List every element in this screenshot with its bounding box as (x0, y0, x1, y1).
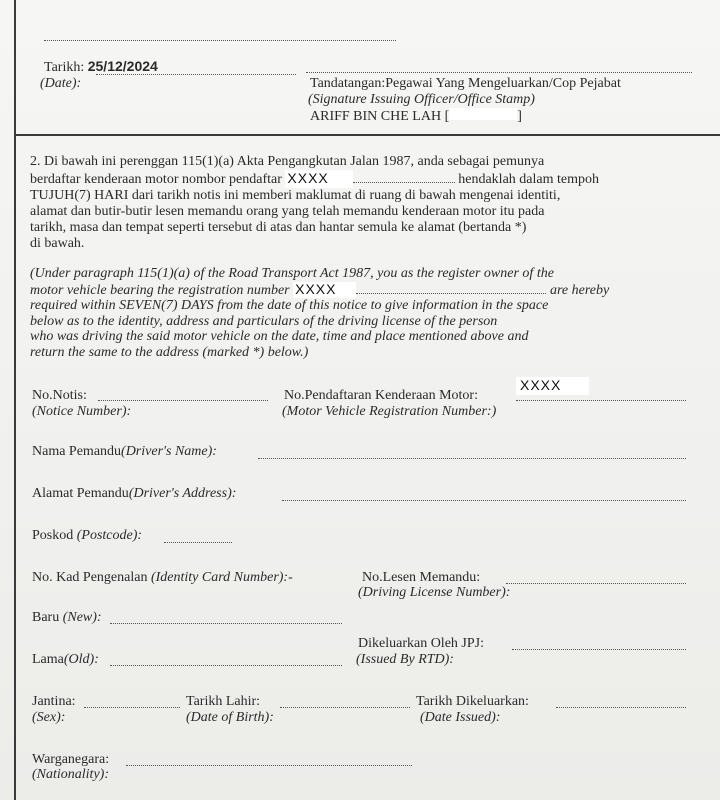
date-dotted-line (96, 72, 296, 75)
sex-field[interactable] (84, 705, 180, 708)
new-label-en: (New): (62, 610, 102, 625)
driver-name-label: Nama Pemandu (32, 444, 122, 459)
paragraph-malay (30, 154, 695, 252)
postcode-label: Poskod (32, 528, 74, 543)
postcode-field[interactable] (164, 540, 232, 543)
reg-number-en: XXXX (295, 280, 337, 297)
notice-number-label-en: (Notice Number): (32, 404, 132, 419)
old-label-en: (Old): (63, 652, 99, 667)
para-ms-line-1: 2. Di bawah ini perenggan 115(1)(a) Akta Pengangkutan Jalan 1987, anda sebagai pemunya (30, 154, 545, 169)
date-label: Tarikh: (44, 60, 85, 75)
old-ic-field[interactable] (110, 663, 342, 666)
license-field[interactable] (506, 581, 686, 584)
new-row (32, 610, 102, 626)
para-ms-line-5: tarikh, masa dan tempat seperti tersebut di atas dan hantar semula ke alamat (bertanda *) (30, 220, 527, 235)
para-en-line-5: who was driving the said motor vehicle on the date, time and place mentioned above and (30, 329, 529, 344)
ic-label-en: (Identity Card Number):- (150, 570, 293, 585)
vehicle-reg-field[interactable] (516, 398, 686, 401)
paragraph-english (30, 266, 695, 360)
para-en-line-6: return the same to the address (marked *) below.) (30, 344, 309, 360)
top-dotted-line (44, 30, 396, 41)
para-ms-line-2a: berdaftar kenderaan motor nombor pendaftar (30, 172, 282, 187)
vehicle-reg-label-en: (Motor Vehicle Registration Number:) (282, 404, 497, 419)
issued-by-label: Dikeluarkan Oleh JPJ: (358, 636, 484, 651)
ic-row (32, 570, 293, 586)
section-divider (14, 134, 720, 136)
vehicle-reg-label: No.Pendaftaran Kenderaan Motor: (284, 388, 478, 403)
officer-name-row (310, 108, 522, 125)
dob-field[interactable] (280, 705, 410, 708)
reg-number-ms: XXXX (287, 170, 329, 186)
driver-address-field[interactable] (282, 498, 686, 501)
nationality-label: Warganegara: (32, 752, 110, 767)
signature-dotted-line (306, 70, 692, 73)
driver-name-row (32, 444, 217, 460)
date-label-en: (Date): (40, 76, 82, 91)
officer-name: ARIFF BIN CHE LAH [ (310, 109, 450, 124)
para-en-line-4: below as to the identity, address and particulars of the driving license of the person (30, 313, 498, 329)
old-row (32, 652, 99, 668)
reg-redaction-en (293, 282, 356, 299)
signature-label: Tandatangan:Pegawai Yang Mengeluarkan/Cop Pejabat (310, 76, 621, 91)
nationality-field[interactable] (126, 763, 412, 766)
sex-label: Jantina: (32, 694, 76, 709)
notice-number-field[interactable] (98, 398, 268, 401)
para-ms-line-2b: hendaklah dalam tempoh (458, 172, 599, 187)
para-ms-line-3: TUJUH(7) HARI dari tarikh notis ini memberi maklumat di ruang di bawah mengenai identiti, (30, 188, 561, 203)
para-en-line-2 (30, 282, 695, 299)
driver-name-label-en: (Driver's Name): (121, 444, 217, 459)
para-en-line-1: (Under paragraph 115(1)(a) of the Road Transport Act 1987, you as the register owner of the (30, 266, 554, 281)
redaction-box (449, 108, 517, 120)
driver-address-label-en: (Driver's Address): (128, 486, 237, 501)
date-issued-label-en: (Date Issued): (420, 710, 501, 725)
notice-number-label: No.Notis: (32, 388, 87, 403)
left-border (14, 0, 16, 800)
dob-label-en: (Date of Birth): (186, 710, 274, 725)
driver-address-label: Alamat Pemandu (32, 486, 129, 501)
nationality-label-en: (Nationality): (32, 767, 109, 782)
para-ms-line-6: di bawah. (30, 236, 85, 251)
para-ms-line-2 (30, 170, 695, 188)
issued-by-label-en: (Issued By RTD): (356, 652, 454, 667)
reg-dotted-line-ms (353, 172, 455, 183)
para-en-line-3: required within SEVEN(7) DAYS from the date of this notice to give information in the space (30, 298, 549, 313)
reg-dotted-line-en (356, 283, 546, 294)
para-ms-line-4: alamat dan butir-butir lesen memandu orang yang telah memandu kenderaan motor itu pada (30, 204, 545, 219)
date-value: 25/12/2024 (87, 58, 158, 74)
ic-label: No. Kad Pengenalan (32, 570, 148, 585)
license-label-en: (Driving License Number): (358, 585, 511, 600)
vehicle-reg-value-box (516, 377, 589, 395)
driver-name-field[interactable] (258, 456, 686, 459)
reg-redaction-ms (285, 170, 352, 188)
old-label: Lama (32, 652, 64, 667)
license-label: No.Lesen Memandu: (362, 570, 481, 585)
para-en-line-2b: are hereby (549, 282, 610, 298)
vehicle-reg-value: XXXX (520, 377, 562, 393)
driver-address-row (32, 486, 236, 502)
issued-by-field[interactable] (512, 647, 686, 650)
date-issued-label: Tarikh Dikeluarkan: (416, 694, 529, 709)
para-en-line-2a: motor vehicle bearing the registration number (30, 282, 290, 298)
date-issued-field[interactable] (556, 705, 686, 708)
new-label: Baru (32, 610, 60, 625)
postcode-row (32, 528, 142, 544)
dob-label: Tarikh Lahir: (186, 694, 261, 709)
new-ic-field[interactable] (110, 621, 342, 624)
signature-label-en: (Signature Issuing Officer/Office Stamp) (308, 92, 535, 107)
postcode-label-en: (Postcode): (76, 528, 143, 543)
sex-label-en: (Sex): (32, 710, 66, 725)
officer-bracket: ] (517, 109, 522, 124)
